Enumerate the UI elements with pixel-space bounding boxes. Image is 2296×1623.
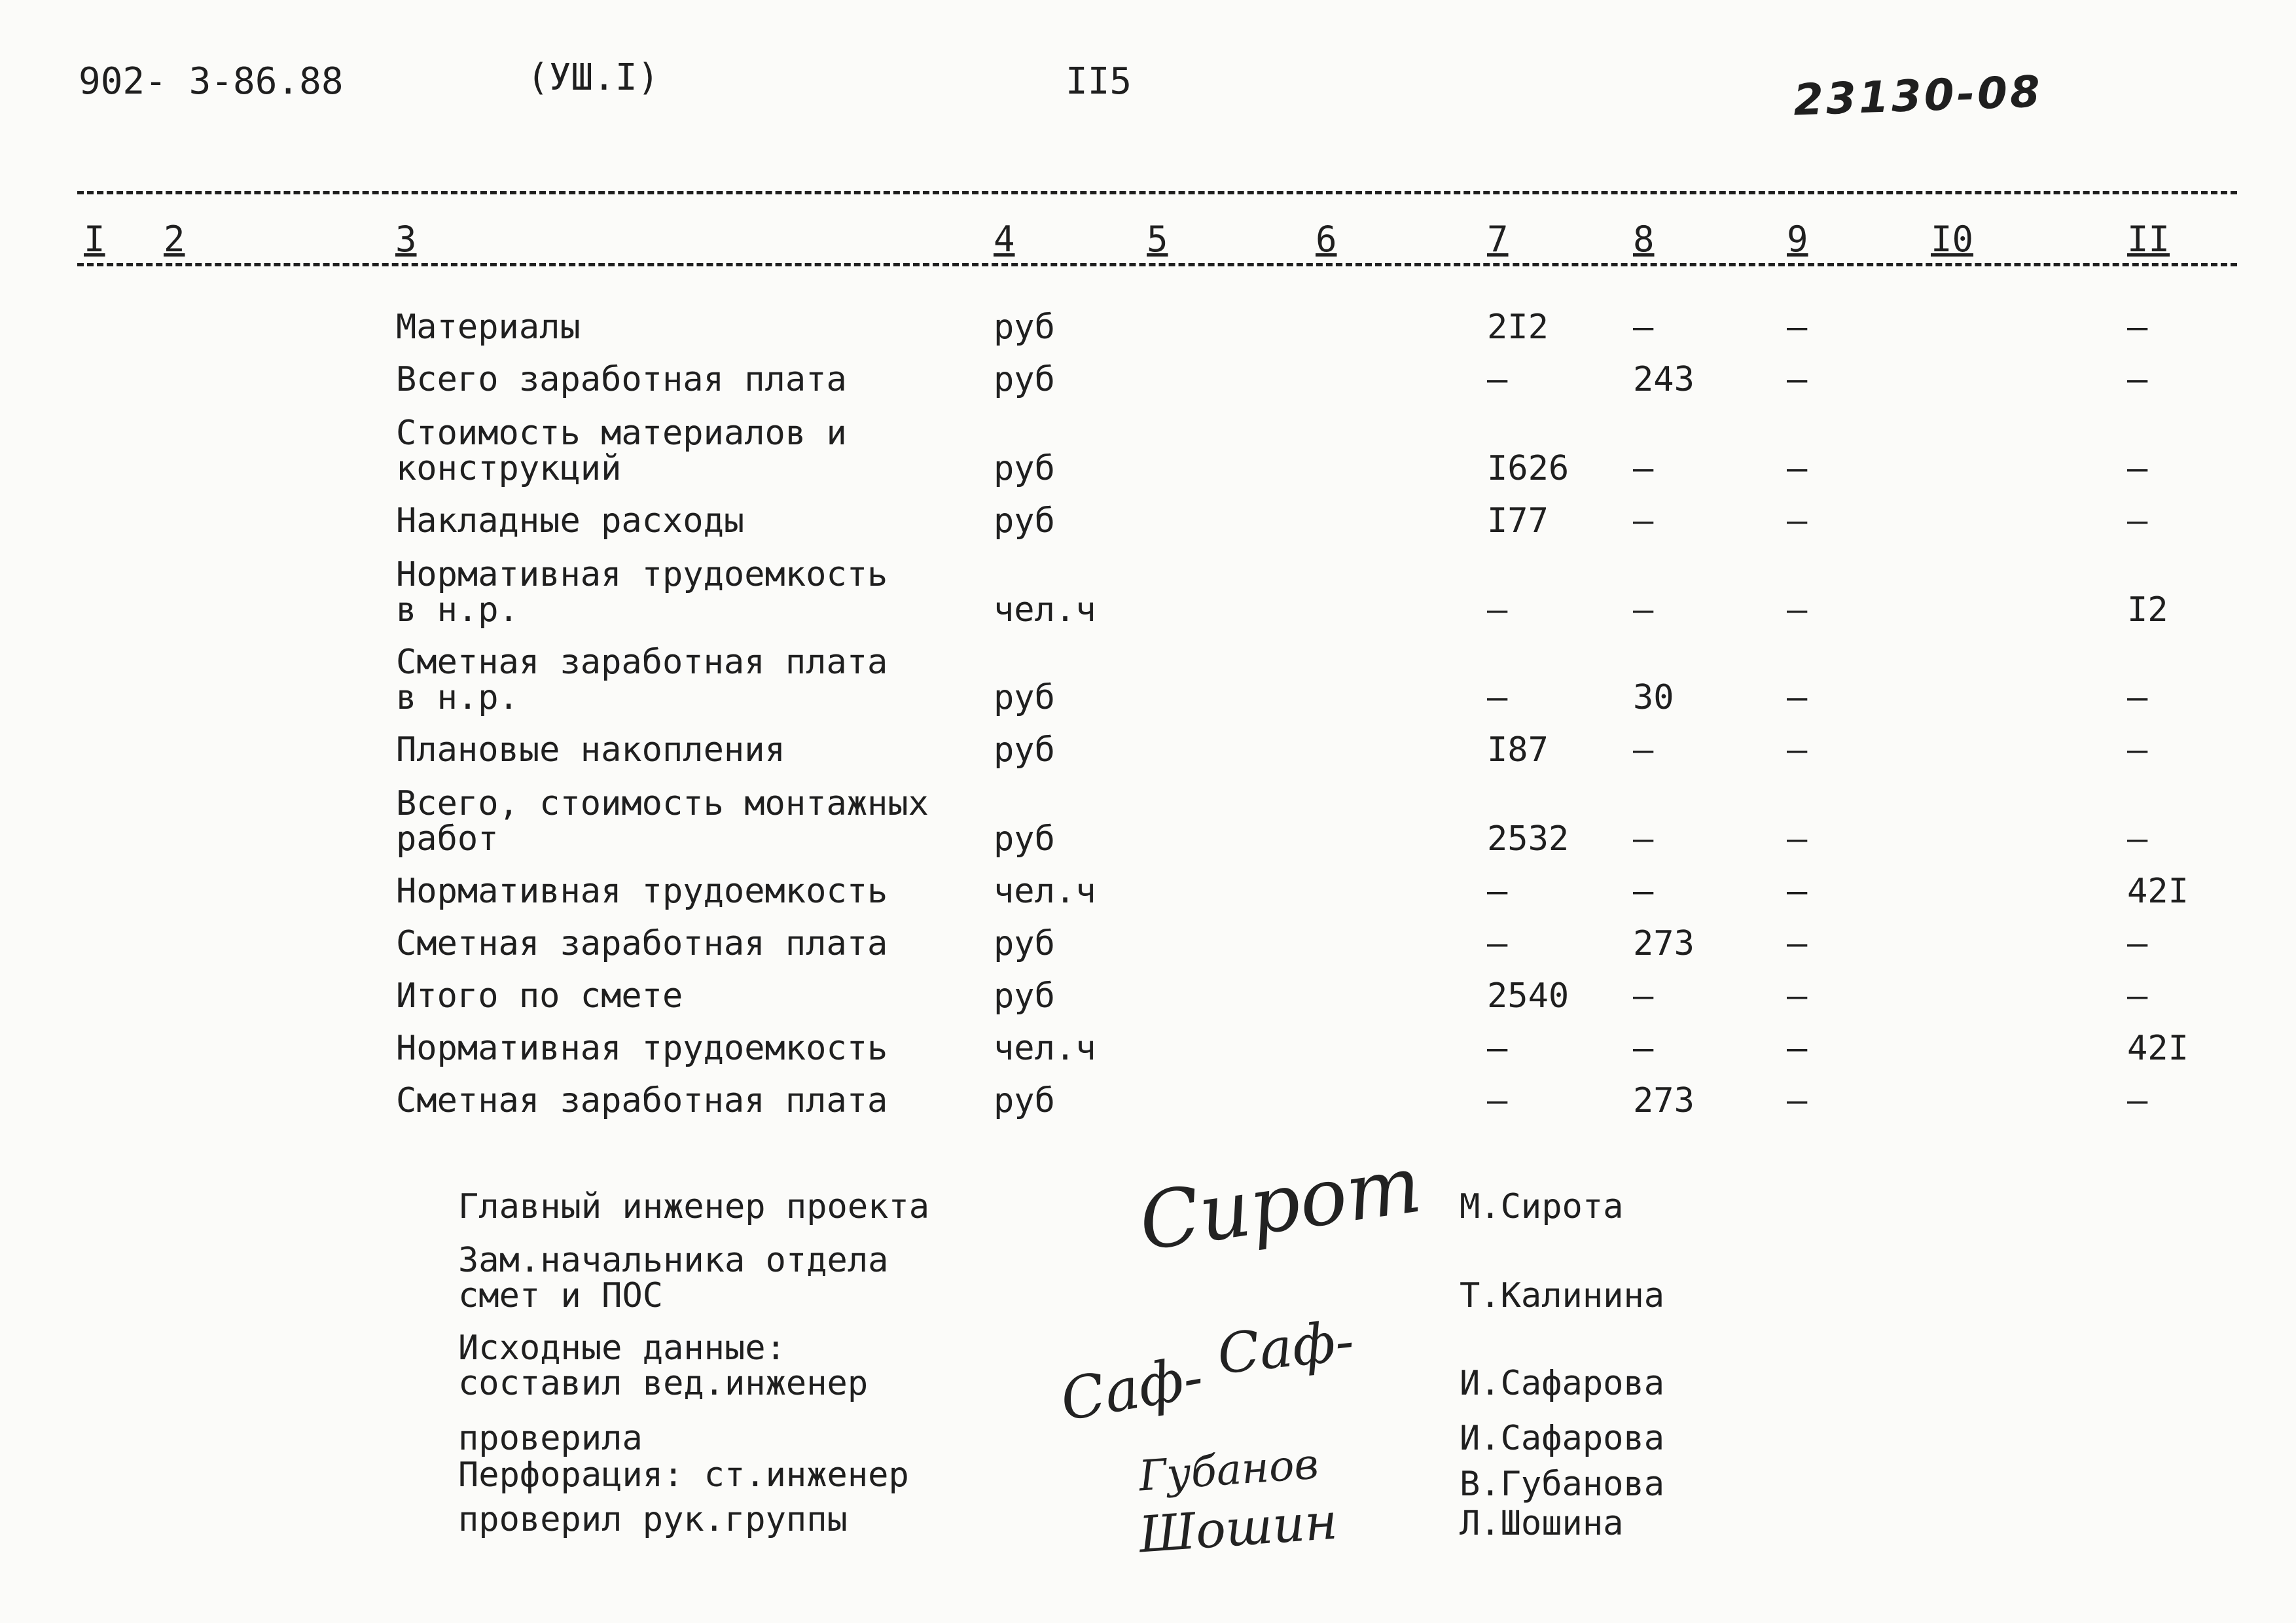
column-number: I0 xyxy=(1931,219,1974,260)
deputy-name: Т.Калинина xyxy=(1460,1276,1665,1315)
row-col11: 42I xyxy=(2127,872,2189,911)
row-unit: руб xyxy=(994,1081,1055,1120)
table-row xyxy=(0,361,2296,407)
column-header-dashed-rule xyxy=(77,263,2237,266)
row-unit: руб xyxy=(994,308,1055,347)
row-name-line2: в н.р. xyxy=(396,678,519,717)
row-col11: – xyxy=(2127,449,2148,488)
row-col7: I87 xyxy=(1487,730,1549,770)
perforation-role: Перфорация: ст.инженер xyxy=(458,1455,909,1495)
row-unit: руб xyxy=(994,449,1055,488)
row-unit: чел.ч xyxy=(994,872,1096,911)
row-col8: – xyxy=(1633,819,1654,859)
row-col8: – xyxy=(1633,1029,1654,1068)
row-unit: руб xyxy=(994,501,1055,541)
row-col7: I77 xyxy=(1487,501,1549,541)
row-col9: – xyxy=(1787,590,1808,630)
column-number: II xyxy=(2127,219,2170,260)
row-col8: – xyxy=(1633,308,1654,347)
top-dashed-rule xyxy=(77,191,2237,194)
row-col8: – xyxy=(1633,976,1654,1016)
table-row xyxy=(0,784,2296,859)
handwritten-signature: Саф- xyxy=(1055,1342,1208,1435)
chief-engineer-name: М.Сирота xyxy=(1460,1187,1624,1226)
row-name-line1: Нормативная трудоемкость xyxy=(396,555,888,594)
perforation-name: В.Губанова xyxy=(1460,1465,1665,1504)
row-col8: 273 xyxy=(1633,924,1695,963)
column-number: 9 xyxy=(1787,219,1808,260)
column-number: 5 xyxy=(1147,219,1168,260)
row-col9: – xyxy=(1787,1029,1808,1068)
row-col7: 2I2 xyxy=(1487,308,1549,347)
column-number: 7 xyxy=(1487,219,1509,260)
row-col11: – xyxy=(2127,1081,2148,1120)
group-lead-role: проверил рук.группы xyxy=(458,1500,848,1539)
row-col9: – xyxy=(1787,976,1808,1016)
row-col11: – xyxy=(2127,976,2148,1016)
row-col11: – xyxy=(2127,501,2148,541)
column-number: 2 xyxy=(164,219,185,260)
checked-name: И.Сафарова xyxy=(1460,1419,1665,1458)
handwritten-signature: Сирот xyxy=(1134,1139,1427,1269)
row-name: Накладные расходы xyxy=(396,501,745,541)
row-col11: I2 xyxy=(2127,590,2168,630)
row-unit: руб xyxy=(994,819,1055,859)
row-col9: – xyxy=(1787,308,1808,347)
page-number: II5 xyxy=(1066,60,1132,103)
row-unit: руб xyxy=(994,976,1055,1016)
row-col8: – xyxy=(1633,590,1654,630)
row-col9: – xyxy=(1787,819,1808,859)
checked-role: проверила xyxy=(458,1419,643,1458)
table-row xyxy=(0,555,2296,630)
row-col7: – xyxy=(1487,590,1508,630)
table-row xyxy=(0,414,2296,488)
table-row xyxy=(0,1082,2296,1128)
row-unit: чел.ч xyxy=(994,590,1096,630)
row-col11: – xyxy=(2127,819,2148,859)
row-col8: – xyxy=(1633,501,1654,541)
deputy-role-line2: смет и ПОС xyxy=(458,1276,664,1315)
row-col11: 42I xyxy=(2127,1029,2189,1068)
table-row xyxy=(0,925,2296,971)
handwritten-signature: Шошин xyxy=(1137,1491,1340,1564)
row-unit: руб xyxy=(994,360,1055,399)
row-name: Сметная заработная плата xyxy=(396,1081,888,1120)
column-number: 3 xyxy=(395,219,417,260)
row-col9: – xyxy=(1787,1081,1808,1120)
row-name: Материалы xyxy=(396,308,581,347)
table-row xyxy=(0,978,2296,1024)
row-col8: – xyxy=(1633,730,1654,770)
row-name-line2: конструкций xyxy=(396,449,622,488)
row-unit: чел.ч xyxy=(994,1029,1096,1068)
row-col8: 30 xyxy=(1633,678,1674,717)
row-col7: – xyxy=(1487,1081,1508,1120)
table-row xyxy=(0,309,2296,355)
row-unit: руб xyxy=(994,678,1055,717)
group-lead-name: Л.Шошина xyxy=(1460,1504,1624,1543)
row-unit: руб xyxy=(994,924,1055,963)
row-col8: – xyxy=(1633,449,1654,488)
row-name-line1: Всего, стоимость монтажных xyxy=(396,784,929,823)
row-name: Всего заработная плата xyxy=(396,360,847,399)
row-name-line2: в н.р. xyxy=(396,590,519,630)
column-number: 6 xyxy=(1316,219,1337,260)
row-name: Нормативная трудоемкость xyxy=(396,1029,888,1068)
row-name: Сметная заработная плата xyxy=(396,924,888,963)
row-name-line1: Стоимость материалов и xyxy=(396,414,847,453)
row-name: Итого по смете xyxy=(396,976,683,1016)
chief-engineer-role: Главный инженер проекта xyxy=(458,1187,930,1226)
document-code: 902- 3-86.88 xyxy=(79,60,344,103)
row-col7: – xyxy=(1487,924,1508,963)
table-row xyxy=(0,1030,2296,1076)
table-row xyxy=(0,732,2296,777)
row-col7: – xyxy=(1487,678,1508,717)
column-number: I xyxy=(84,219,105,260)
row-col9: – xyxy=(1787,501,1808,541)
row-col9: – xyxy=(1787,449,1808,488)
source-data-role-line2: составил вед.инженер xyxy=(458,1364,869,1403)
deputy-role-line1: Зам.начальника отдела xyxy=(458,1241,889,1280)
handwritten-signature: Губанов xyxy=(1137,1440,1320,1501)
volume-label: (УШ.I) xyxy=(527,56,660,99)
row-col9: – xyxy=(1787,872,1808,911)
row-col7: – xyxy=(1487,1029,1508,1068)
table-row xyxy=(0,503,2296,548)
row-col8: – xyxy=(1633,872,1654,911)
row-col7: I626 xyxy=(1487,449,1570,488)
row-col11: – xyxy=(2127,730,2148,770)
source-data-role-line1: Исходные данные: xyxy=(458,1329,786,1368)
row-col11: – xyxy=(2127,360,2148,399)
row-unit: руб xyxy=(994,730,1055,770)
row-col9: – xyxy=(1787,924,1808,963)
row-col7: – xyxy=(1487,360,1508,399)
registry-number-handwritten: 23130-08 xyxy=(1792,66,2044,126)
row-col7: – xyxy=(1487,872,1508,911)
column-number: 4 xyxy=(994,219,1015,260)
row-col11: – xyxy=(2127,924,2148,963)
row-col9: – xyxy=(1787,678,1808,717)
column-number: 8 xyxy=(1633,219,1655,260)
table-row xyxy=(0,873,2296,919)
row-col8: 243 xyxy=(1633,360,1695,399)
source-data-name: И.Сафарова xyxy=(1460,1364,1665,1403)
row-col11: – xyxy=(2127,308,2148,347)
row-name-line2: работ xyxy=(396,819,499,859)
row-col8: 273 xyxy=(1633,1081,1695,1120)
row-name: Нормативная трудоемкость xyxy=(396,872,888,911)
row-col7: 2540 xyxy=(1487,976,1570,1016)
table-row xyxy=(0,643,2296,717)
row-col9: – xyxy=(1787,730,1808,770)
row-name: Плановые накопления xyxy=(396,730,785,770)
row-col7: 2532 xyxy=(1487,819,1570,859)
handwritten-signature: Саф- xyxy=(1214,1308,1357,1387)
row-col11: – xyxy=(2127,678,2148,717)
row-name-line1: Сметная заработная плата xyxy=(396,643,888,682)
row-col9: – xyxy=(1787,360,1808,399)
